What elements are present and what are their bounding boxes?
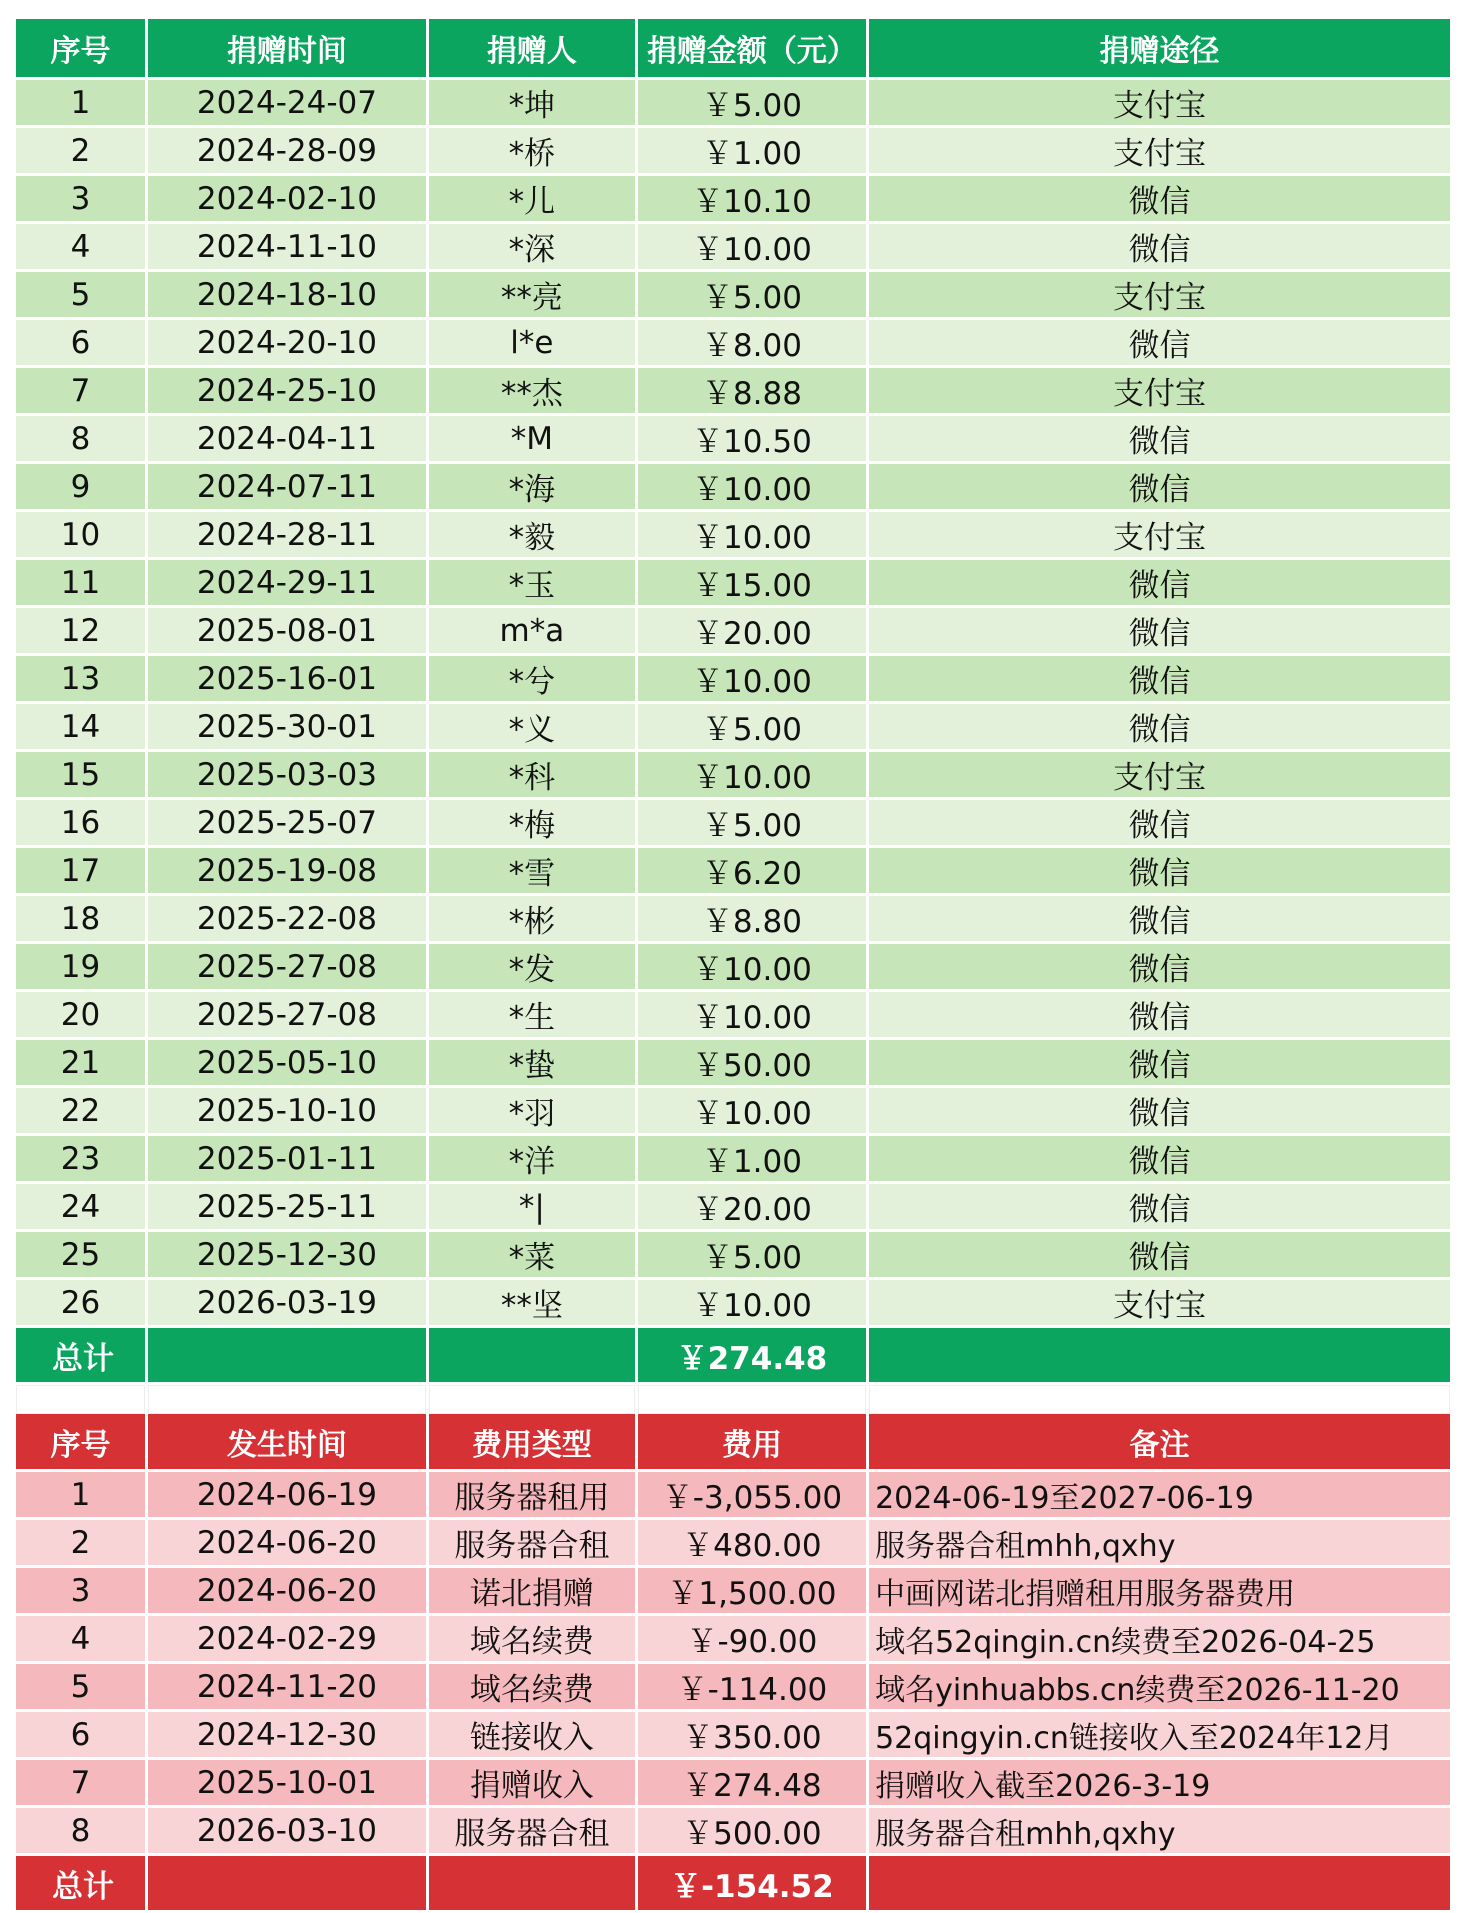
date-cell[interactable]: 2024-28-11	[148, 512, 426, 557]
donation-header-row	[16, 19, 1450, 77]
index-cell[interactable]: 7	[16, 1760, 145, 1805]
donor-cell[interactable]: *科	[429, 752, 635, 797]
expense-table	[13, 1411, 1453, 1913]
index-cell[interactable]: 22	[16, 1088, 145, 1133]
channel-cell[interactable]: 微信	[869, 992, 1450, 1037]
cell[interactable]	[429, 1385, 635, 1414]
channel-cell[interactable]: 微信	[869, 608, 1450, 653]
donation-row	[16, 704, 1450, 749]
donor-cell[interactable]: *发	[429, 944, 635, 989]
donor-cell[interactable]: *桥	[429, 128, 635, 173]
donor-cell[interactable]: *儿	[429, 176, 635, 221]
note-cell[interactable]: 域名yinhuabbs.cn续费至2026-11-20	[869, 1664, 1450, 1709]
amount-cell[interactable]: ￥10.00	[638, 992, 866, 1037]
channel-cell[interactable]: 微信	[869, 176, 1450, 221]
index-cell[interactable]: 6	[16, 1712, 145, 1757]
donor-cell[interactable]: *羽	[429, 1088, 635, 1133]
type-cell[interactable]: 链接收入	[429, 1712, 635, 1757]
donation-row	[16, 464, 1450, 509]
type-cell[interactable]: 诺北捐赠	[429, 1568, 635, 1613]
date-cell[interactable]: 2025-01-11	[148, 1136, 426, 1181]
channel-cell[interactable]: 微信	[869, 896, 1450, 941]
donation-row	[16, 512, 1450, 557]
channel-cell[interactable]: 支付宝	[869, 80, 1450, 125]
date-cell[interactable]: 2024-06-19	[148, 1472, 426, 1517]
amount-cell[interactable]: ￥10.50	[638, 416, 866, 461]
amount-cell[interactable]: ￥20.00	[638, 608, 866, 653]
amount-cell[interactable]: ￥50.00	[638, 1040, 866, 1085]
header-index[interactable]: 序号	[16, 19, 145, 77]
index-cell[interactable]: 11	[16, 560, 145, 605]
index-cell[interactable]: 5	[16, 1664, 145, 1709]
header-donation-time[interactable]: 捐赠时间	[148, 19, 426, 77]
channel-cell[interactable]: 支付宝	[869, 512, 1450, 557]
header-donor[interactable]: 捐赠人	[429, 19, 635, 77]
channel-cell[interactable]: 微信	[869, 1136, 1450, 1181]
cell[interactable]	[16, 1385, 145, 1414]
donor-cell[interactable]: **坚	[429, 1280, 635, 1325]
index-cell[interactable]: 8	[16, 1808, 145, 1853]
donor-cell[interactable]: *洋	[429, 1136, 635, 1181]
channel-cell[interactable]: 微信	[869, 320, 1450, 365]
index-cell[interactable]: 16	[16, 800, 145, 845]
cell[interactable]	[148, 1385, 426, 1414]
expense-total-row	[16, 1856, 1450, 1910]
date-cell[interactable]: 2025-27-08	[148, 944, 426, 989]
index-cell[interactable]: 15	[16, 752, 145, 797]
amount-cell[interactable]: ￥5.00	[638, 704, 866, 749]
channel-cell[interactable]: 微信	[869, 1088, 1450, 1133]
date-cell[interactable]: 2025-12-30	[148, 1232, 426, 1277]
index-cell[interactable]: 18	[16, 896, 145, 941]
date-cell[interactable]: 2025-03-03	[148, 752, 426, 797]
cell[interactable]	[869, 1328, 1450, 1382]
date-cell[interactable]: 2025-30-01	[148, 704, 426, 749]
donation-table	[13, 16, 1453, 1417]
date-cell[interactable]: 2024-20-10	[148, 320, 426, 365]
amount-cell[interactable]: ￥10.00	[638, 1280, 866, 1325]
channel-cell[interactable]: 微信	[869, 800, 1450, 845]
amount-cell[interactable]: ￥10.00	[638, 752, 866, 797]
date-cell[interactable]: 2024-28-09	[148, 128, 426, 173]
index-cell[interactable]: 4	[16, 224, 145, 269]
date-cell[interactable]: 2024-12-30	[148, 1712, 426, 1757]
donation-row	[16, 1040, 1450, 1085]
index-cell[interactable]: 17	[16, 848, 145, 893]
amount-cell[interactable]: ￥-90.00	[638, 1616, 866, 1661]
donor-cell[interactable]: *M	[429, 416, 635, 461]
expense-header-row	[16, 1414, 1450, 1469]
donation-row	[16, 896, 1450, 941]
expense-row	[16, 1472, 1450, 1517]
amount-cell[interactable]: ￥10.00	[638, 1088, 866, 1133]
index-cell[interactable]: 7	[16, 368, 145, 413]
cell[interactable]	[869, 1856, 1450, 1910]
index-cell[interactable]: 6	[16, 320, 145, 365]
header-occur-time[interactable]: 发生时间	[148, 1414, 426, 1469]
channel-cell[interactable]: 微信	[869, 1040, 1450, 1085]
donation-row	[16, 80, 1450, 125]
index-cell[interactable]: 24	[16, 1184, 145, 1229]
donation-row	[16, 560, 1450, 605]
note-cell[interactable]: 捐赠收入截至2026-3-19	[869, 1760, 1450, 1805]
date-cell[interactable]: 2024-24-07	[148, 80, 426, 125]
amount-cell[interactable]: ￥500.00	[638, 1808, 866, 1853]
type-cell[interactable]: 服务器合租	[429, 1520, 635, 1565]
channel-cell[interactable]: 微信	[869, 224, 1450, 269]
channel-cell[interactable]: 支付宝	[869, 1280, 1450, 1325]
amount-cell[interactable]: ￥8.80	[638, 896, 866, 941]
donation-row	[16, 848, 1450, 893]
type-cell[interactable]: 域名续费	[429, 1664, 635, 1709]
date-cell[interactable]: 2025-10-10	[148, 1088, 426, 1133]
index-cell[interactable]: 9	[16, 464, 145, 509]
index-cell[interactable]: 8	[16, 416, 145, 461]
amount-cell[interactable]: ￥5.00	[638, 272, 866, 317]
donation-row	[16, 1136, 1450, 1181]
channel-cell[interactable]: 支付宝	[869, 368, 1450, 413]
donation-row	[16, 128, 1450, 173]
donation-row	[16, 944, 1450, 989]
donation-total-row	[16, 1328, 1450, 1382]
date-cell[interactable]: 2025-27-08	[148, 992, 426, 1037]
date-cell[interactable]: 2025-25-07	[148, 800, 426, 845]
cell[interactable]	[638, 1385, 866, 1414]
amount-cell[interactable]: ￥10.00	[638, 656, 866, 701]
donor-cell[interactable]: *玉	[429, 560, 635, 605]
index-cell[interactable]: 2	[16, 128, 145, 173]
donation-row	[16, 368, 1450, 413]
donation-row	[16, 608, 1450, 653]
donor-cell[interactable]: *坤	[429, 80, 635, 125]
index-cell[interactable]: 3	[16, 1568, 145, 1613]
donation-row	[16, 176, 1450, 221]
donation-row	[16, 1232, 1450, 1277]
index-cell[interactable]: 1	[16, 80, 145, 125]
expense-row	[16, 1616, 1450, 1661]
expense-row	[16, 1568, 1450, 1613]
donor-cell[interactable]: *雪	[429, 848, 635, 893]
date-cell[interactable]: 2025-19-08	[148, 848, 426, 893]
donation-row	[16, 800, 1450, 845]
donor-cell[interactable]: *义	[429, 704, 635, 749]
donor-cell[interactable]: *菜	[429, 1232, 635, 1277]
date-cell[interactable]: 2024-29-11	[148, 560, 426, 605]
expense-row	[16, 1712, 1450, 1757]
expense-row	[16, 1760, 1450, 1805]
amount-cell[interactable]: ￥5.00	[638, 800, 866, 845]
amount-cell[interactable]: ￥10.00	[638, 944, 866, 989]
index-cell[interactable]: 23	[16, 1136, 145, 1181]
channel-cell[interactable]: 微信	[869, 848, 1450, 893]
donation-row	[16, 272, 1450, 317]
amount-cell[interactable]: ￥8.88	[638, 368, 866, 413]
channel-cell[interactable]: 支付宝	[869, 128, 1450, 173]
cell[interactable]	[148, 1856, 426, 1910]
donation-row	[16, 656, 1450, 701]
index-cell[interactable]: 25	[16, 1232, 145, 1277]
type-cell[interactable]: 捐赠收入	[429, 1760, 635, 1805]
spacer-row	[16, 1385, 1450, 1414]
date-cell[interactable]: 2024-06-20	[148, 1520, 426, 1565]
note-cell[interactable]: 中画网诺北捐赠租用服务器费用	[869, 1568, 1450, 1613]
donor-cell[interactable]: *深	[429, 224, 635, 269]
header-donation-channel[interactable]: 捐赠途径	[869, 19, 1450, 77]
channel-cell[interactable]: 微信	[869, 944, 1450, 989]
note-cell[interactable]: 2024-06-19至2027-06-19	[869, 1472, 1450, 1517]
date-cell[interactable]: 2024-06-20	[148, 1568, 426, 1613]
donation-row	[16, 992, 1450, 1037]
expense-row	[16, 1808, 1450, 1853]
header-expense-amount[interactable]: 费用	[638, 1414, 866, 1469]
date-cell[interactable]: 2024-18-10	[148, 272, 426, 317]
amount-cell[interactable]: ￥1.00	[638, 1136, 866, 1181]
date-cell[interactable]: 2024-02-10	[148, 176, 426, 221]
index-cell[interactable]: 1	[16, 1472, 145, 1517]
donation-row	[16, 320, 1450, 365]
header-expense-type[interactable]: 费用类型	[429, 1414, 635, 1469]
channel-cell[interactable]: 支付宝	[869, 272, 1450, 317]
channel-cell[interactable]: 支付宝	[869, 752, 1450, 797]
date-cell[interactable]: 2024-25-10	[148, 368, 426, 413]
cell[interactable]	[148, 1328, 426, 1382]
index-cell[interactable]: 5	[16, 272, 145, 317]
donation-row	[16, 1088, 1450, 1133]
date-cell[interactable]: 2025-22-08	[148, 896, 426, 941]
donation-row	[16, 224, 1450, 269]
amount-cell[interactable]: ￥6.20	[638, 848, 866, 893]
date-cell[interactable]: 2025-10-01	[148, 1760, 426, 1805]
index-cell[interactable]: 3	[16, 176, 145, 221]
expense-row	[16, 1664, 1450, 1709]
type-cell[interactable]: 服务器合租	[429, 1808, 635, 1853]
channel-cell[interactable]: 微信	[869, 416, 1450, 461]
amount-cell[interactable]: ￥274.48	[638, 1760, 866, 1805]
donor-cell[interactable]: *蛰	[429, 1040, 635, 1085]
cell[interactable]	[429, 1856, 635, 1910]
header-index[interactable]: 序号	[16, 1414, 145, 1469]
amount-cell[interactable]: ￥350.00	[638, 1712, 866, 1757]
header-note[interactable]: 备注	[869, 1414, 1450, 1469]
amount-cell[interactable]: ￥480.00	[638, 1520, 866, 1565]
amount-cell[interactable]: ￥10.00	[638, 224, 866, 269]
donation-row	[16, 1184, 1450, 1229]
amount-cell[interactable]: ￥1,500.00	[638, 1568, 866, 1613]
donor-cell[interactable]: *兮	[429, 656, 635, 701]
type-cell[interactable]: 服务器租用	[429, 1472, 635, 1517]
channel-cell[interactable]: 微信	[869, 656, 1450, 701]
amount-cell[interactable]: ￥1.00	[638, 128, 866, 173]
note-cell[interactable]: 52qingyin.cn链接收入至2024年12月	[869, 1712, 1450, 1757]
amount-cell[interactable]: ￥-3,055.00	[638, 1472, 866, 1517]
index-cell[interactable]: 2	[16, 1520, 145, 1565]
amount-cell[interactable]: ￥10.00	[638, 512, 866, 557]
index-cell[interactable]: 13	[16, 656, 145, 701]
channel-cell[interactable]: 微信	[869, 1184, 1450, 1229]
donor-cell[interactable]: *海	[429, 464, 635, 509]
donor-cell[interactable]: *生	[429, 992, 635, 1037]
channel-cell[interactable]: 微信	[869, 1232, 1450, 1277]
amount-cell[interactable]: ￥10.00	[638, 464, 866, 509]
index-cell[interactable]: 21	[16, 1040, 145, 1085]
note-cell[interactable]: 域名52qingin.cn续费至2026-04-25	[869, 1616, 1450, 1661]
donor-cell[interactable]: *|	[429, 1184, 635, 1229]
donor-cell[interactable]: **亮	[429, 272, 635, 317]
cell[interactable]	[869, 1385, 1450, 1414]
donor-cell[interactable]: l*e	[429, 320, 635, 365]
amount-cell[interactable]: ￥5.00	[638, 1232, 866, 1277]
index-cell[interactable]: 10	[16, 512, 145, 557]
date-cell[interactable]: 2025-16-01	[148, 656, 426, 701]
header-donation-amount[interactable]: 捐赠金额（元）	[638, 19, 866, 77]
amount-cell[interactable]: ￥-114.00	[638, 1664, 866, 1709]
donor-cell[interactable]: **杰	[429, 368, 635, 413]
donation-total-label[interactable]: 总计	[16, 1328, 145, 1382]
date-cell[interactable]: 2026-03-10	[148, 1808, 426, 1853]
amount-cell[interactable]: ￥20.00	[638, 1184, 866, 1229]
index-cell[interactable]: 4	[16, 1616, 145, 1661]
amount-cell[interactable]: ￥15.00	[638, 560, 866, 605]
date-cell[interactable]: 2026-03-19	[148, 1280, 426, 1325]
index-cell[interactable]: 20	[16, 992, 145, 1037]
date-cell[interactable]: 2025-25-11	[148, 1184, 426, 1229]
index-cell[interactable]: 19	[16, 944, 145, 989]
type-cell[interactable]: 域名续费	[429, 1616, 635, 1661]
spreadsheet	[16, 16, 1456, 1913]
index-cell[interactable]: 12	[16, 608, 145, 653]
donation-row	[16, 416, 1450, 461]
date-cell[interactable]: 2024-11-20	[148, 1664, 426, 1709]
cell[interactable]	[429, 1328, 635, 1382]
amount-cell[interactable]: ￥10.10	[638, 176, 866, 221]
date-cell[interactable]: 2025-05-10	[148, 1040, 426, 1085]
expense-row	[16, 1520, 1450, 1565]
donor-cell[interactable]: m*a	[429, 608, 635, 653]
expense-total-value[interactable]: ￥-154.52	[638, 1856, 866, 1910]
amount-cell[interactable]: ￥8.00	[638, 320, 866, 365]
channel-cell[interactable]: 微信	[869, 560, 1450, 605]
channel-cell[interactable]: 微信	[869, 704, 1450, 749]
donation-total-value[interactable]: ￥274.48	[638, 1328, 866, 1382]
note-cell[interactable]: 服务器合租mhh,qxhy	[869, 1808, 1450, 1853]
index-cell[interactable]: 14	[16, 704, 145, 749]
index-cell[interactable]: 26	[16, 1280, 145, 1325]
date-cell[interactable]: 2024-11-10	[148, 224, 426, 269]
donation-row	[16, 1280, 1450, 1325]
note-cell[interactable]: 服务器合租mhh,qxhy	[869, 1520, 1450, 1565]
channel-cell[interactable]: 微信	[869, 464, 1450, 509]
donor-cell[interactable]: *梅	[429, 800, 635, 845]
donor-cell[interactable]: *毅	[429, 512, 635, 557]
date-cell[interactable]: 2025-08-01	[148, 608, 426, 653]
date-cell[interactable]: 2024-04-11	[148, 416, 426, 461]
date-cell[interactable]: 2024-02-29	[148, 1616, 426, 1661]
donor-cell[interactable]: *彬	[429, 896, 635, 941]
expense-total-label[interactable]: 总计	[16, 1856, 145, 1910]
donation-row	[16, 752, 1450, 797]
date-cell[interactable]: 2024-07-11	[148, 464, 426, 509]
amount-cell[interactable]: ￥5.00	[638, 80, 866, 125]
